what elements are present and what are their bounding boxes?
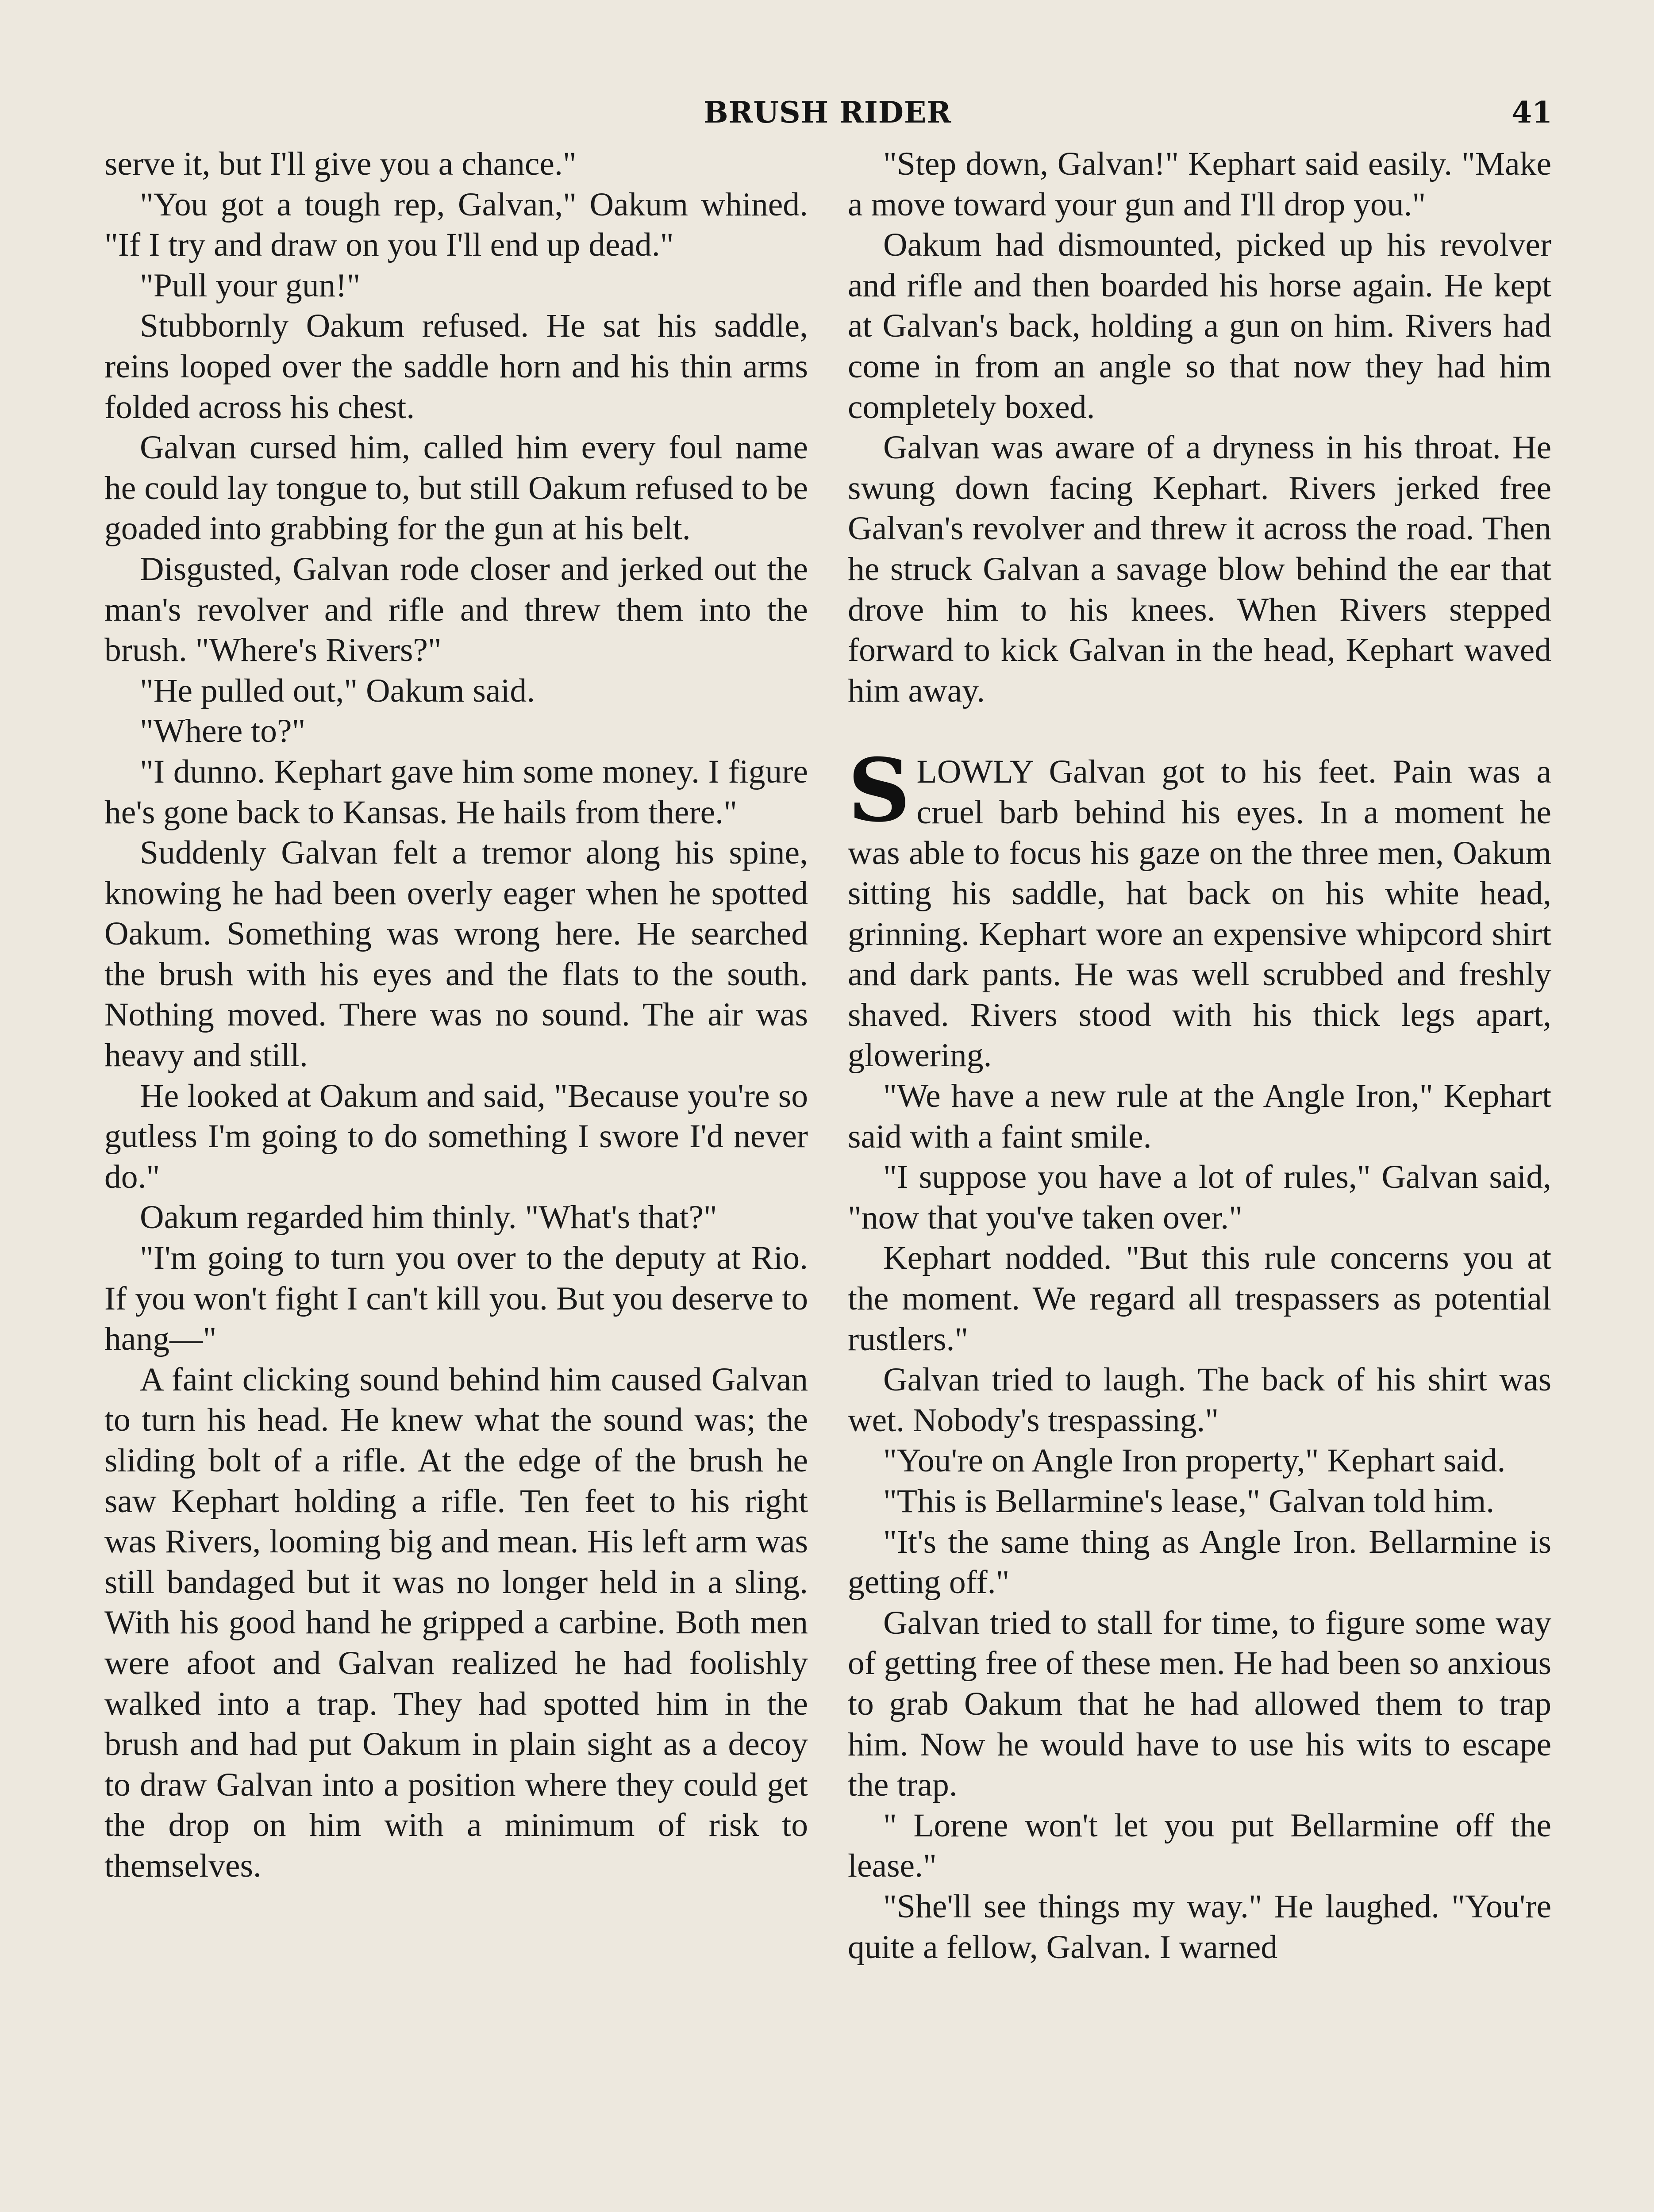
section-opening-paragraph <box>848 740 1551 1076</box>
paragraph: serve it, but I'll give you a chance." <box>104 146 577 182</box>
right-text-column <box>848 144 1551 1967</box>
paragraph: He looked at Oakum and said, "Because you're so gutless I'm going to do something I swore I'd never do." <box>104 1077 808 1195</box>
paragraph: "Pull your gun!" <box>140 267 361 304</box>
paragraph: "I'm going to turn you over to the deputy at Rio. If you won't fight I can't kill you. But you deserve to hang—" <box>104 1240 808 1358</box>
paragraph: Galvan cursed him, called him every foul name he could lay tongue to, but still Oakum refused to be goaded into grabbing for the gun at his belt. <box>104 429 808 547</box>
paragraph: Galvan was aware of a dryness in his throat. He swung down facing Kephart. Rivers jerked free Galvan's revolver and threw it across the road. Then he struck Galvan a savage blow behind the ear that drove him to his knees. When Rivers stepped forward to kick Galvan in the head, Kephart waved him away. <box>848 429 1551 709</box>
paragraph: "We have a new rule at the Angle Iron," Kephart said with a faint smile. <box>848 1078 1551 1155</box>
paragraph: Oakum had dismounted, picked up his revolver and rifle and then boarded his horse again. He kept at Galvan's back, holding a gun on him. Rivers had come in from an angle so that now they had him completely boxed. <box>848 227 1551 426</box>
paragraph: Galvan tried to stall for time, to figure some way of getting free of these men. He had been so anxious to grab Oakum that he had allowed them to trap him. Now he would have to use his wits to escape the trap. <box>848 1604 1551 1804</box>
paragraph: "You're on Angle Iron property," Kephart said. <box>883 1442 1506 1479</box>
drop-cap: S <box>848 740 911 842</box>
paragraph: Galvan tried to laugh. The back of his shirt was wet. Nobody's trespassing." <box>848 1361 1551 1439</box>
paragraph: "She'll see things my way." He laughed. "You're quite a fellow, Galvan. I warned <box>848 1888 1551 1966</box>
paragraph: A faint clicking sound behind him caused Galvan to turn his head. He knew what the sound was; the sliding bolt of a rifle. At the edge of the brush he saw Kephart holding a rifle. Ten feet to his right was Rivers, looming big and mean. His left arm was still bandaged but it was no longer held in a sling. With his good hand he gripped a carbine. Both men were afoot and Galvan realized he had foolishly walked into a trap. They had spotted him in the brush and had put Oakum in plain sight as a decoy to draw Galvan into a position where they could get the drop on him with a minimum of risk to themselves. <box>104 1361 808 1884</box>
paragraph: Disgusted, Galvan rode closer and jerked out the man's revolver and rifle and threw them into the brush. "Where's Rivers?" <box>104 550 808 669</box>
paragraph: Kephart nodded. "But this rule concerns you at the moment. We regard all trespassers as potential rustlers." <box>848 1240 1551 1358</box>
paragraph: Suddenly Galvan felt a tremor along his spine, knowing he had been overly eager when he spotted Oakum. Something was wrong here. He searched the brush with his eyes and the flats to the south. Nothing moved. There was no sound. The air was heavy and still. <box>104 834 808 1074</box>
paragraph: "Where to?" <box>140 713 306 750</box>
paragraph: "Step down, Galvan!" Kephart said easily. "Make a move toward your gun and I'll drop you." <box>848 146 1551 223</box>
paragraph: "You got a tough rep, Galvan," Oakum whined. "If I try and draw on you I'll end up dead." <box>104 186 808 264</box>
page-number: 41 <box>1512 95 1552 130</box>
paragraph: "I dunno. Kephart gave him some money. I figure he's gone back to Kansas. He hails from there." <box>104 753 808 831</box>
paragraph: "It's the same thing as Angle Iron. Bellarmine is getting off." <box>848 1523 1551 1601</box>
paragraph: " Lorene won't let you put Bellarmine off the lease." <box>848 1807 1551 1885</box>
section-opening-text: LOWLY Galvan got to his feet. Pain was a cruel barb behind his eyes. In a moment he was able to focus his gaze on the three men, Oakum sitting his saddle, hat back on his white head, grinning. Kephart wore an expensive whipcord shirt and dark pants. He was well scrubbed and freshly shaved. Rivers stood with his thick legs apart, glowering. <box>848 753 1551 1074</box>
paragraph: Stubbornly Oakum refused. He sat his saddle, reins looped over the saddle horn and his thin arms folded across his chest. <box>104 307 808 426</box>
paragraph: "I suppose you have a lot of rules," Galvan said, "now that you've taken over." <box>848 1159 1551 1236</box>
left-text-column <box>104 144 808 1886</box>
paragraph: "He pulled out," Oakum said. <box>140 672 535 709</box>
paragraph: Oakum regarded him thinly. "What's that?" <box>140 1199 717 1236</box>
paragraph: "This is Bellarmine's lease," Galvan told him. <box>883 1483 1495 1520</box>
running-header-title: BRUSH RIDER <box>703 95 952 130</box>
